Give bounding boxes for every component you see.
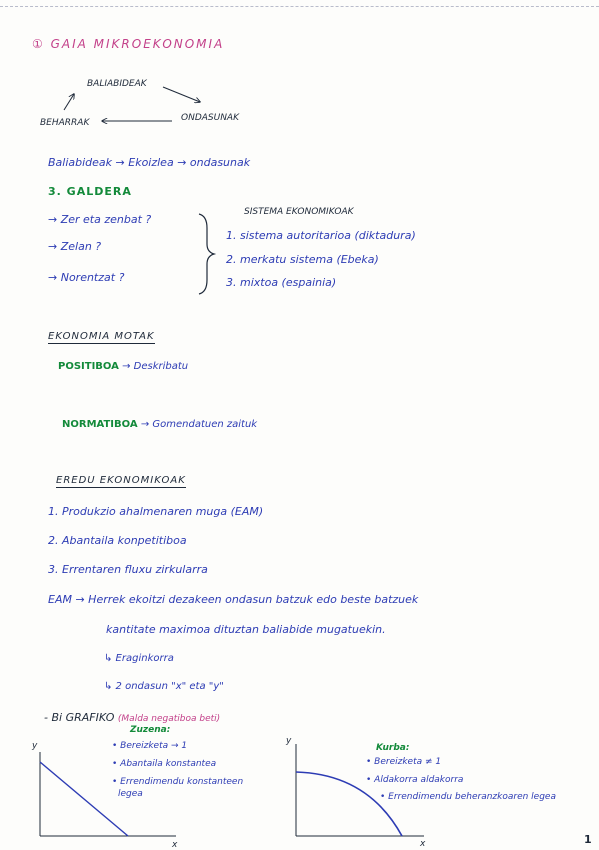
system-3: 3. mixtoa (espainia) <box>226 276 337 289</box>
positive-label: POSITIBOA <box>58 361 119 372</box>
graph-1-note-1: • Bereizketa → 1 <box>112 741 188 751</box>
model-3: 3. Errentaren fluxu zirkularra <box>48 563 208 576</box>
graph-1-note-3: • Errendimendu konstanteen <box>112 777 244 787</box>
arrow-top-right <box>163 87 200 102</box>
economy-types-heading: EKONOMIA MOTAK <box>48 331 155 342</box>
normative-label: NORMATIBOA <box>62 419 138 430</box>
question-3: → Norentzat ? <box>48 271 125 284</box>
graph-2-note-1: • Bereizketa ≠ 1 <box>366 757 442 767</box>
systems-heading: SISTEMA EKONOMIKOAK <box>244 207 354 217</box>
question-2: → Zelan ? <box>48 240 102 253</box>
graph-1-note-3b: legea <box>118 789 143 799</box>
graph-2-y-label: y <box>286 736 292 746</box>
eam-line-4: ↳ 2 ondasun "x" eta "y" <box>104 681 224 692</box>
model-2: 2. Abantaila konpetitiboa <box>48 534 187 547</box>
graph-1-note-2: • Abantaila konstantea <box>112 759 217 769</box>
model-1: 1. Produkzio ahalmenaren muga (EAM) <box>48 505 264 518</box>
graph-1-x-label: x <box>172 840 178 850</box>
resources-line: Baliabideak → Ekoizlea → ondasunak <box>48 156 251 169</box>
graph-1-title: Zuzena: <box>130 725 171 735</box>
system-2: 2. merkatu sistema (Ebeka) <box>226 253 379 266</box>
questions-heading: 3. GALDERA <box>48 185 132 198</box>
curly-brace <box>199 214 214 294</box>
diagram-node-left: BEHARRAK <box>40 118 90 128</box>
diagram-node-right: ONDASUNAK <box>181 113 239 123</box>
eam-line-2: kantitate maximoa dituztan baliabide mugatuekin. <box>106 623 386 636</box>
positive-desc: → Deskribatu <box>122 361 189 372</box>
graph-2-x-label: x <box>420 839 426 849</box>
positive-line <box>58 362 188 372</box>
question-1: → Zer eta zenbat ? <box>48 213 152 226</box>
system-1: 1. sistema autoritarioa (diktadura) <box>226 229 416 242</box>
two-graphs-note: (Malda negatiboa beti) <box>117 714 221 724</box>
graph-1-y-label: y <box>32 741 38 751</box>
graph-1-line <box>40 762 128 836</box>
two-graphs-label: - Bi GRAFIKO <box>44 711 115 724</box>
graph-2-note-3: • Errendimendu beheranzkoaren legea <box>380 792 556 802</box>
arrow-left-top <box>64 94 74 110</box>
graph-2-note-2: • Aldakorra aldakorra <box>366 775 464 785</box>
eam-line-1: EAM → Herrek ekoitzi dezakeen ondasun batzuk edo beste batzuek <box>48 593 419 606</box>
two-graphs-line <box>44 712 220 724</box>
diagram-node-top: BALIABIDEAK <box>87 79 147 89</box>
normative-line <box>62 420 257 430</box>
chapter-title: ① GAIA MIKROEKONOMIA <box>32 37 225 51</box>
models-heading: EREDU EKONOMIKOAK <box>56 475 186 486</box>
graph-2-title: Kurba: <box>376 743 410 753</box>
page-number: 1 <box>584 833 592 846</box>
normative-desc: → Gomendatuen zaituk <box>140 419 258 430</box>
eam-line-3: ↳ Eraginkorra <box>104 653 174 664</box>
